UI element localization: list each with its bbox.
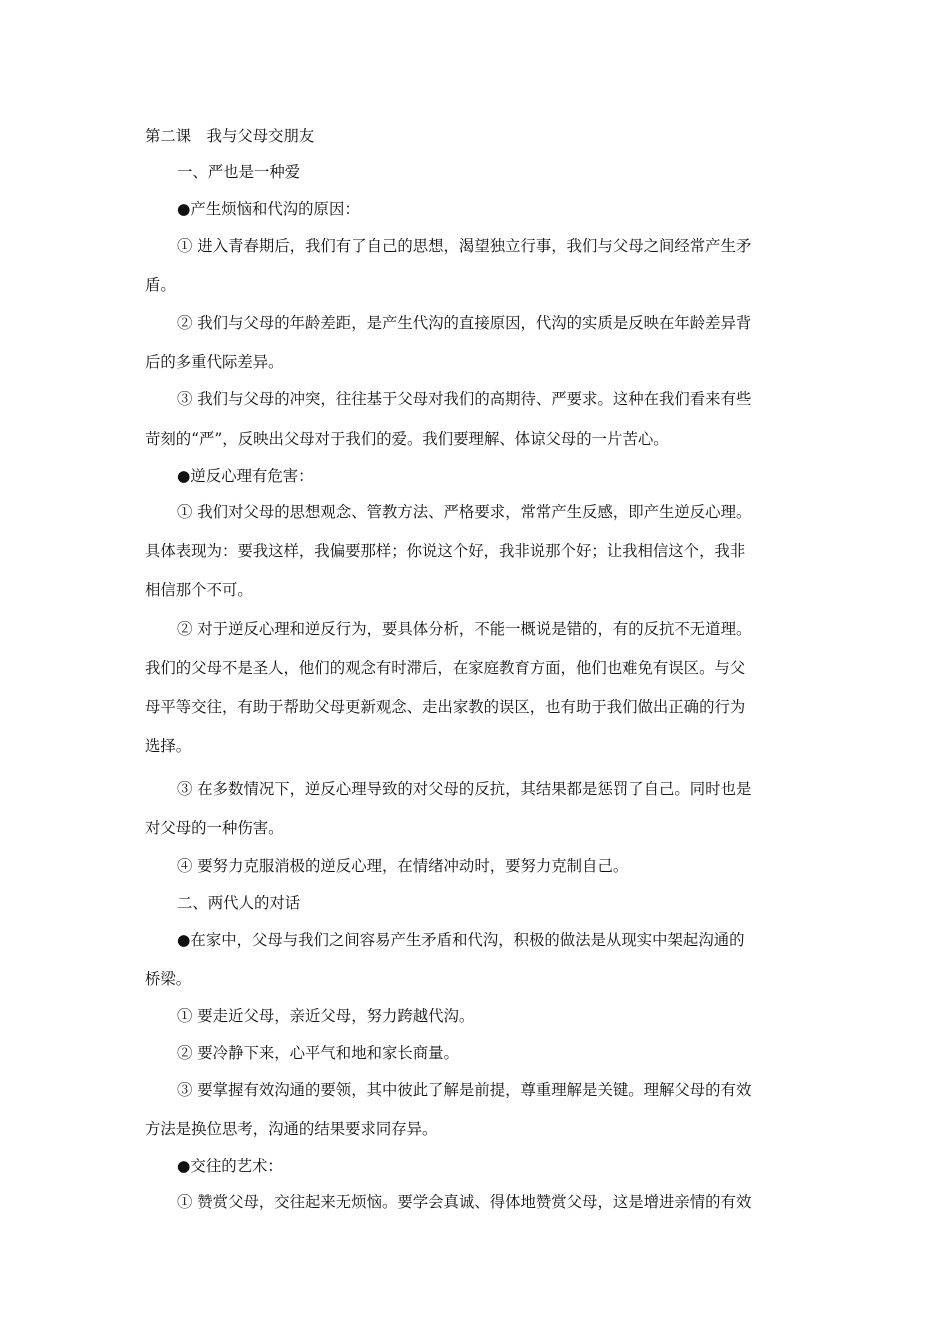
bullet-heading: ●逆反心理有危害： [177, 467, 314, 485]
paragraph-line: 桥梁。 [145, 970, 192, 988]
paragraph-line: ③ 在多数情况下，逆反心理导致的对父母的反抗，其结果都是惩罚了自己。同时也是 [177, 780, 752, 798]
paragraph-line: ③ 我们与父母的冲突，往往基于父母对我们的高期待、严要求。这种在我们看来有些 [177, 390, 752, 408]
paragraph-line: ② 对于逆反心理和逆反行为，要具体分析，不能一概说是错的，有的反抗不无道理。 [177, 620, 752, 638]
paragraph-line: 我们的父母不是圣人，他们的观念有时滞后，在家庭教育方面，他们也难免有误区。与父 [145, 659, 746, 677]
paragraph-line: ① 要走近父母，亲近父母，努力跨越代沟。 [177, 1007, 475, 1025]
paragraph-line: 后的多重代际差异。 [145, 353, 284, 371]
paragraph-line: 选择。 [145, 737, 192, 755]
section-heading: 一、严也是一种爱 [177, 163, 301, 181]
section-heading: 二、两代人的对话 [177, 894, 301, 912]
paragraph-line: ③ 要掌握有效沟通的要领，其中彼此了解是前提，尊重理解是关键。理解父母的有效 [177, 1081, 752, 1099]
paragraph-line: 母平等交往，有助于帮助父母更新观念、走出家教的误区，也有助于我们做出正确的行为 [145, 698, 746, 716]
paragraph-line: 具体表现为：要我这样，我偏要那样；你说这个好，我非说那个好；让我相信这个，我非 [145, 542, 746, 560]
paragraph-line: 方法是换位思考，沟通的结果要求同存异。 [145, 1120, 438, 1138]
paragraph-line: 盾。 [145, 276, 176, 294]
lesson-title: 第二课 我与父母交朋友 [145, 127, 315, 145]
paragraph-line: ② 要冷静下来，心平气和地和家长商量。 [177, 1044, 459, 1062]
paragraph-line: ① 进入青春期后，我们有了自己的思想，渴望独立行事，我们与父母之间经常产生矛 [177, 237, 752, 255]
paragraph-line: ① 我们对父母的思想观念、管教方法、严格要求，常常产生反感，即产生逆反心理。 [177, 503, 752, 521]
paragraph-line: 对父母的一种伤害。 [145, 819, 284, 837]
paragraph-line: ●在家中，父母与我们之间容易产生矛盾和代沟，积极的做法是从现实中架起沟通的 [177, 931, 745, 949]
paragraph-line: ① 赞赏父母，交往起来无烦恼。要学会真诚、得体地赞赏父母，这是增进亲情的有效 [177, 1193, 752, 1211]
bullet-heading: ●产生烦恼和代沟的原因： [177, 200, 360, 218]
paragraph-line: 相信那个不可。 [145, 581, 253, 599]
paragraph-line: 苛刻的“严”，反映出父母对于我们的爱。我们要理解、体谅父母的一片苦心。 [145, 430, 669, 448]
bullet-heading: ●交往的艺术： [177, 1157, 283, 1175]
paragraph-line: ④ 要努力克服消极的逆反心理，在情绪冲动时，要努力克制自己。 [177, 857, 629, 875]
paragraph-line: ② 我们与父母的年龄差距，是产生代沟的直接原因，代沟的实质是反映在年龄差异背 [177, 314, 752, 332]
